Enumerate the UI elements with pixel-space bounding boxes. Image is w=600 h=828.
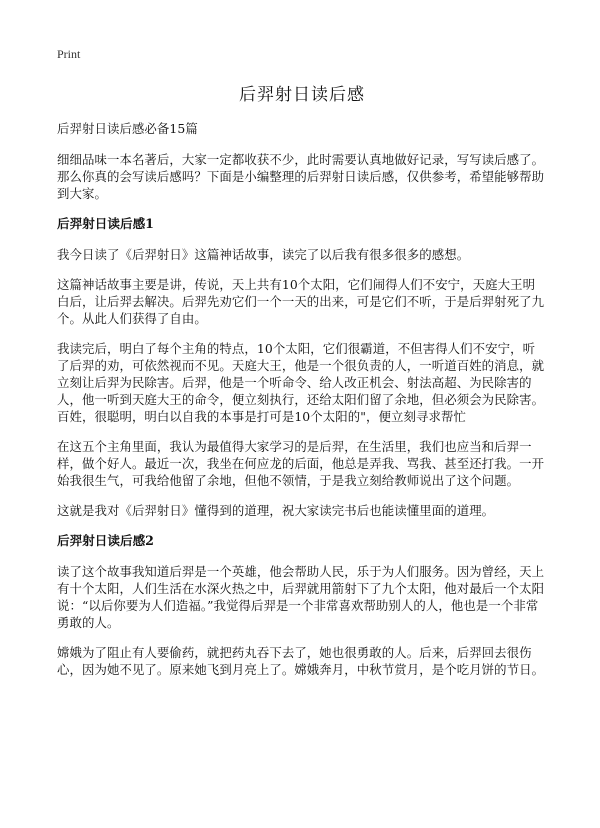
paragraph: 这就是我对《后羿射日》懂得到的道理，祝大家读完书后也能读懂里面的道理。 <box>57 503 495 518</box>
paragraph: 我读完后，明白了每个主角的特点，10个太阳，它们很霸道，不但害得人们不安宁，听了后羿的劝，可依然视而不见。天庭大王，他是一个很负责的人，一听道百姓的消息，就立刻让后羿为民除害。后羿，他是一个听命令、给人改正机会、射法高超、为民除害的人，他一听到天庭大王的命令，便立刻执行，还给太阳们留了余地，但必须会为民除害。百姓，很聪明，明白以自我的本事是打可是10个太阳的"，便立刻寻求帮忙 <box>57 341 545 424</box>
intro-paragraph: 细细品味一本名著后，大家一定都收获不少，此时需要认真地做好记录，写写读后感了。那么你真的会写读后感吗？下面是小编整理的后羿射日读后感，仅供参考，希望能够帮助到大家。 <box>57 152 545 201</box>
article-body <box>57 120 547 691</box>
paragraph: 读了这个故事我知道后羿是一个英雄，他会帮助人民，乐于为人们服务。因为曾经，天上有十个太阳，人们生活在水深火热之中，后羿就用箭射下了九个太阳，他对最后一个太阳说：“以后你要为人们造福。”我觉得后羿是一个非常喜欢帮助别人的人，他也是一个非常勇敢的人。 <box>57 564 545 630</box>
paragraph: 在这五个主角里面，我认为最值得大家学习的是后羿，在生活里，我们也应当和后羿一样，做个好人。最近一次，我坐在何应龙的后面，他总是弄我、骂我、甚至还打我。一开始我很生气，可我给他留了余地，但他不领情，于是我立刻给教师说出了这个问题。 <box>57 439 545 488</box>
article-subtitle: 后羿射日读后感必备15篇 <box>57 121 198 136</box>
paragraph: 这篇神话故事主要是讲，传说，天上共有10个太阳，它们闹得人们不安宁，天庭大王明白后，让后羿去解决。后羿先劝它们一个一天的出来，可是它们不听，于是后羿射死了九个。从此人们获得了自由。 <box>57 277 545 326</box>
paragraph: 嫦娥为了阻止有人要偷药，就把药丸吞下去了，她也很勇敢的人。后来，后羿回去很伤心，因为她不见了。原来她飞到月亮上了。嫦娥奔月，中秋节赏月，是个吃月饼的节日。 <box>57 645 545 677</box>
print-link[interactable]: Print <box>57 47 81 61</box>
section-heading: 后羿射日读后感2 <box>57 533 154 548</box>
paragraph: 我今日读了《后羿射日》这篇神话故事，读完了以后我有很多很多的感想。 <box>57 247 470 262</box>
page-title: 后羿射日读后感 <box>239 85 365 105</box>
section-heading: 后羿射日读后感1 <box>57 216 154 231</box>
